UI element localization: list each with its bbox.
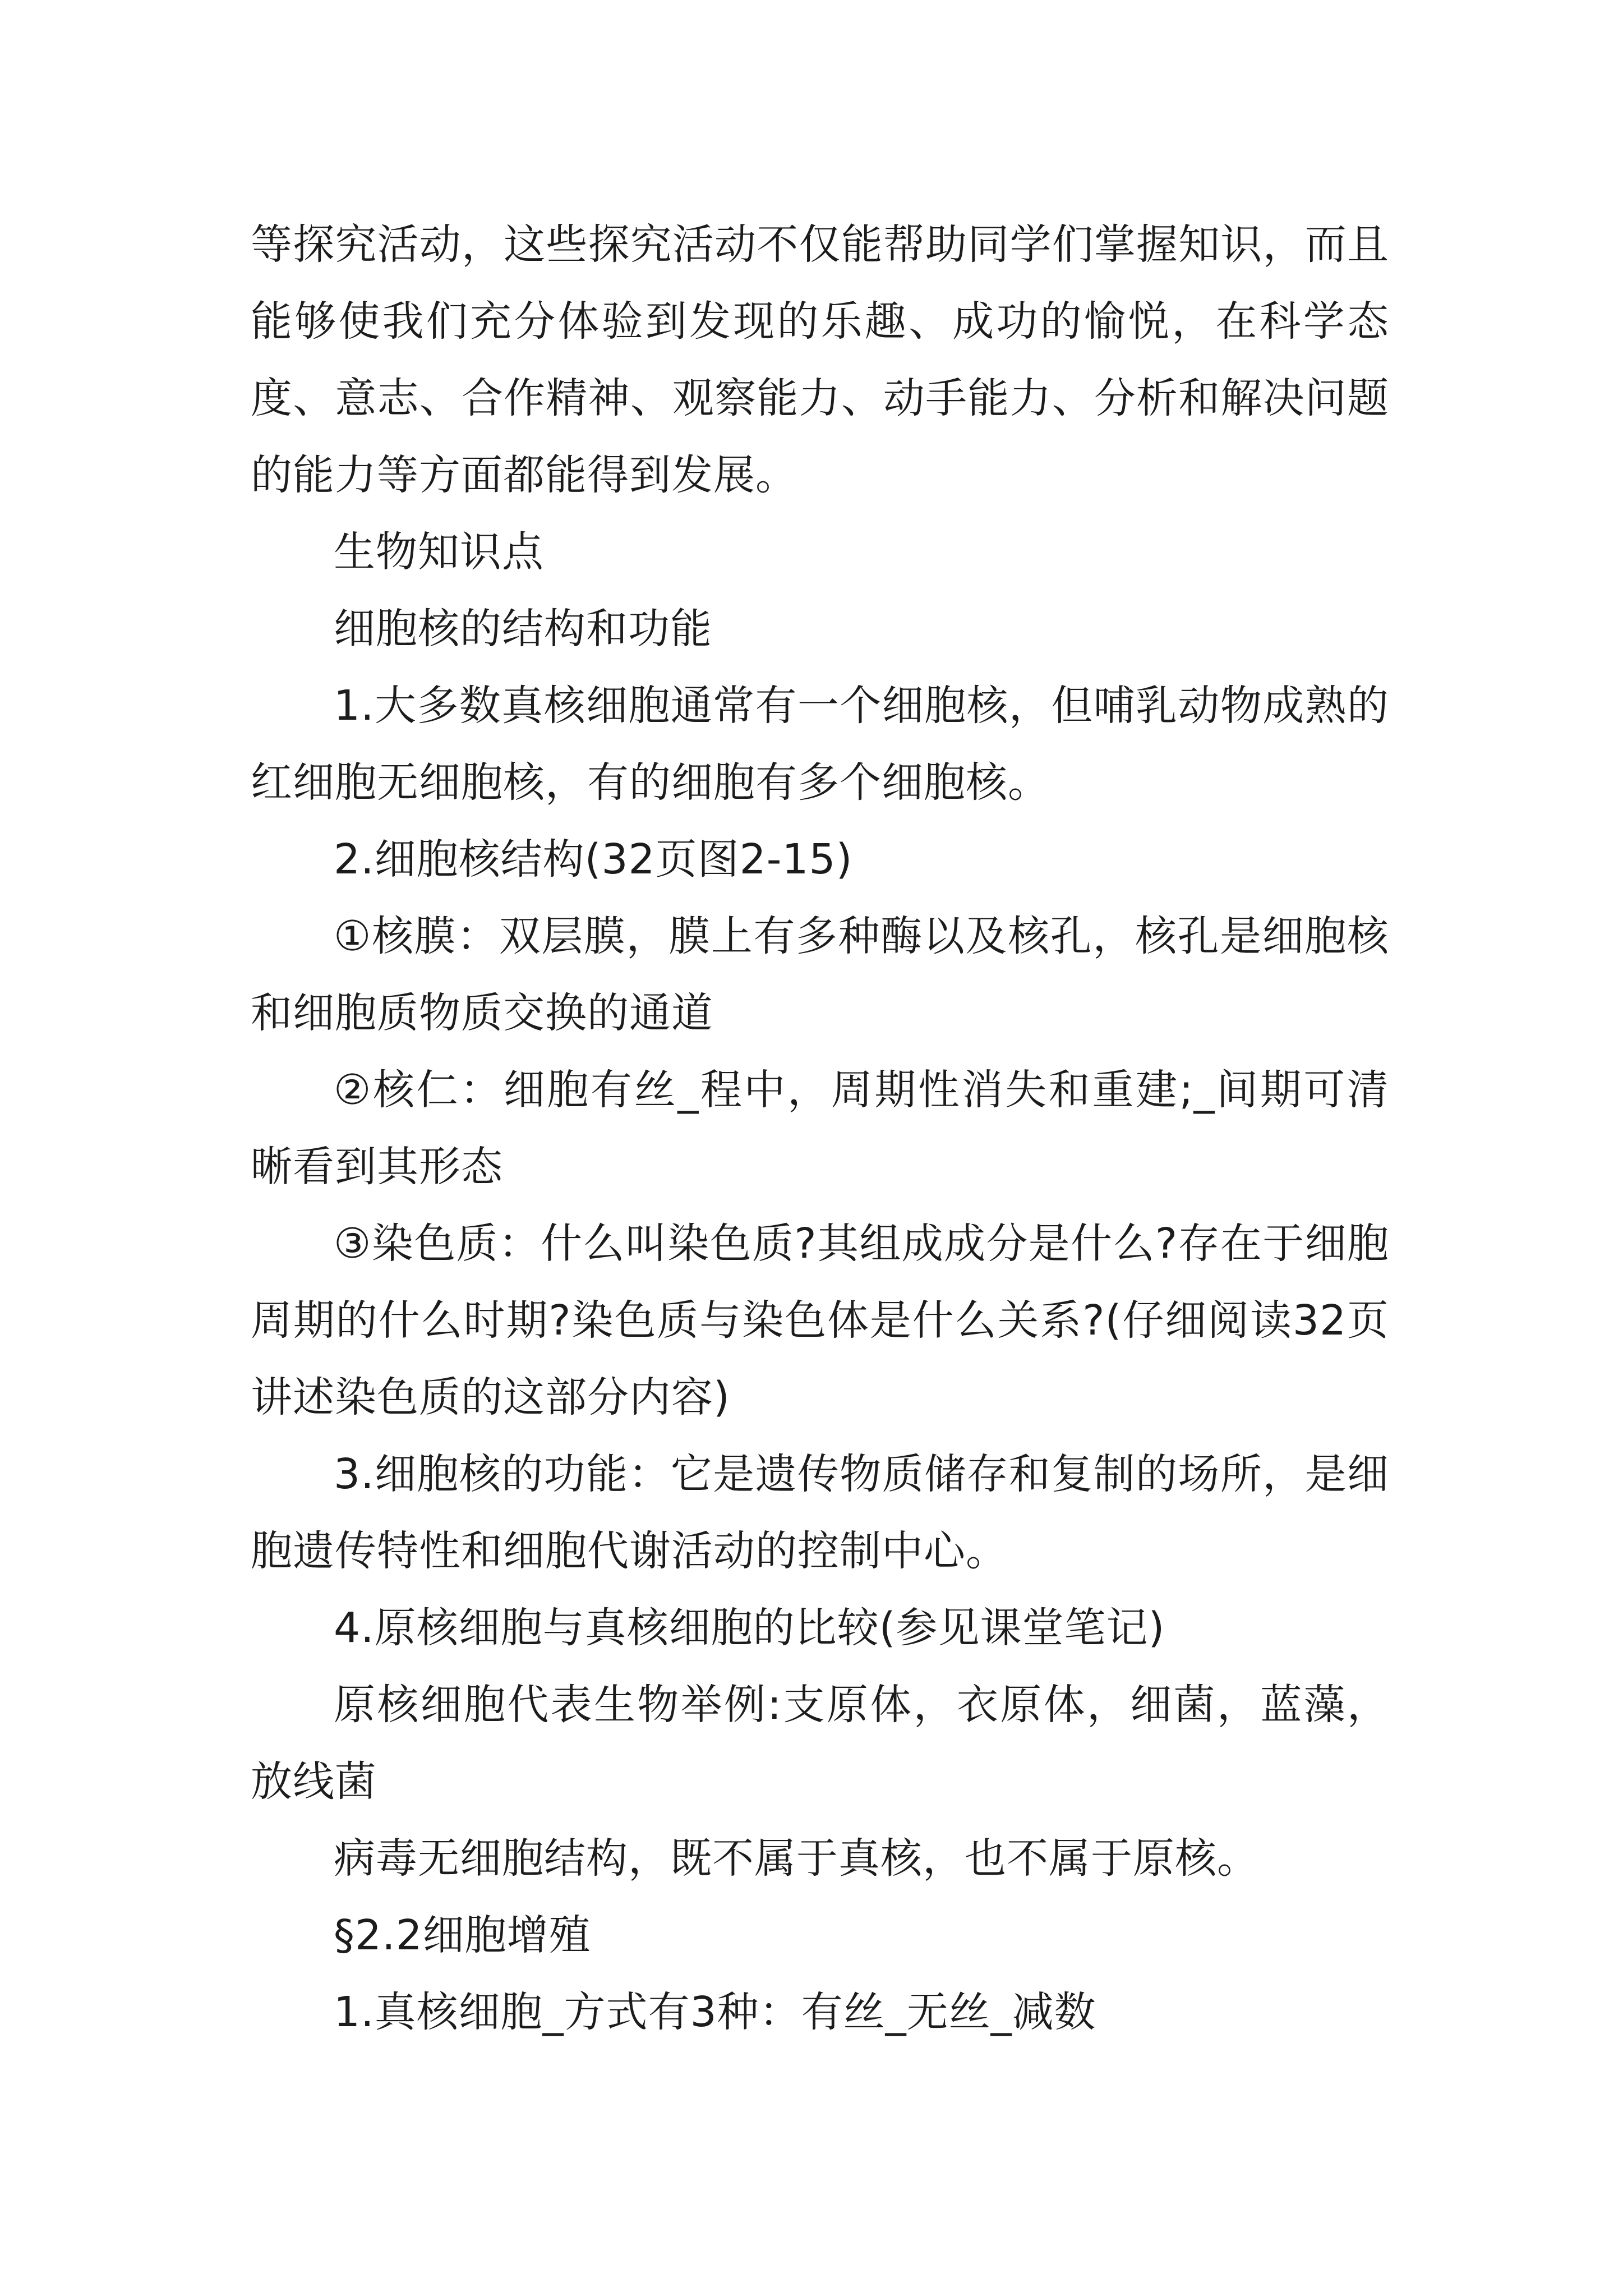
paragraph-prokaryote-examples: 原核细胞代表生物举例:支原体，衣原体，细菌，蓝藻，放线菌 [251, 1681, 1389, 1806]
paragraph-chromatin: ③染色质：什么叫染色质?其组成成分是什么?存在于细胞周期的什么时期?染色质与染色体是什么关系?(仔细阅读32页讲述染色质的这部分内容) [251, 1220, 1389, 1421]
paragraph-nucleolus: ②核仁：细胞有丝_程中，周期性消失和重建;_间期可清晰看到其形态 [251, 1066, 1389, 1191]
paragraph-point-1: 1.大多数真核细胞通常有一个细胞核，但哺乳动物成熟的红细胞无细胞核，有的细胞有多个细胞核。 [251, 682, 1389, 807]
heading-nucleus-structure-function: 细胞核的结构和功能 [334, 605, 712, 653]
paragraph-nuclear-membrane: ①核膜：双层膜，膜上有多种酶以及核孔，核孔是细胞核和细胞质物质交换的通道 [251, 912, 1389, 1037]
paragraph-point-3: 3.细胞核的功能：它是遗传物质储存和复制的场所，是细胞遗传特性和细胞代谢活动的控制中心。 [251, 1450, 1389, 1575]
paragraph-intro-continuation: 等探究活动，这些探究活动不仅能帮助同学们掌握知识，而且能够使我们充分体验到发现的乐趣、成功的愉悦，在科学态度、意志、合作精神、观察能力、动手能力、分析和解决问题的能力等方面都能得到发展。 [251, 220, 1389, 499]
paragraph-point-4: 4.原核细胞与真核细胞的比较(参见课堂笔记) [334, 1604, 1165, 1652]
heading-section-2-2: §2.2细胞增殖 [334, 1911, 591, 1959]
document-body [251, 206, 1389, 2051]
paragraph-virus: 病毒无细胞结构，既不属于真核，也不属于原核。 [334, 1834, 1259, 1883]
heading-biology-knowledge-points: 生物知识点 [334, 528, 544, 576]
paragraph-point-2: 2.细胞核结构(32页图2-15) [334, 835, 853, 884]
paragraph-division-methods: 1.真核细胞_方式有3种：有丝_无丝_减数 [334, 1988, 1096, 2036]
